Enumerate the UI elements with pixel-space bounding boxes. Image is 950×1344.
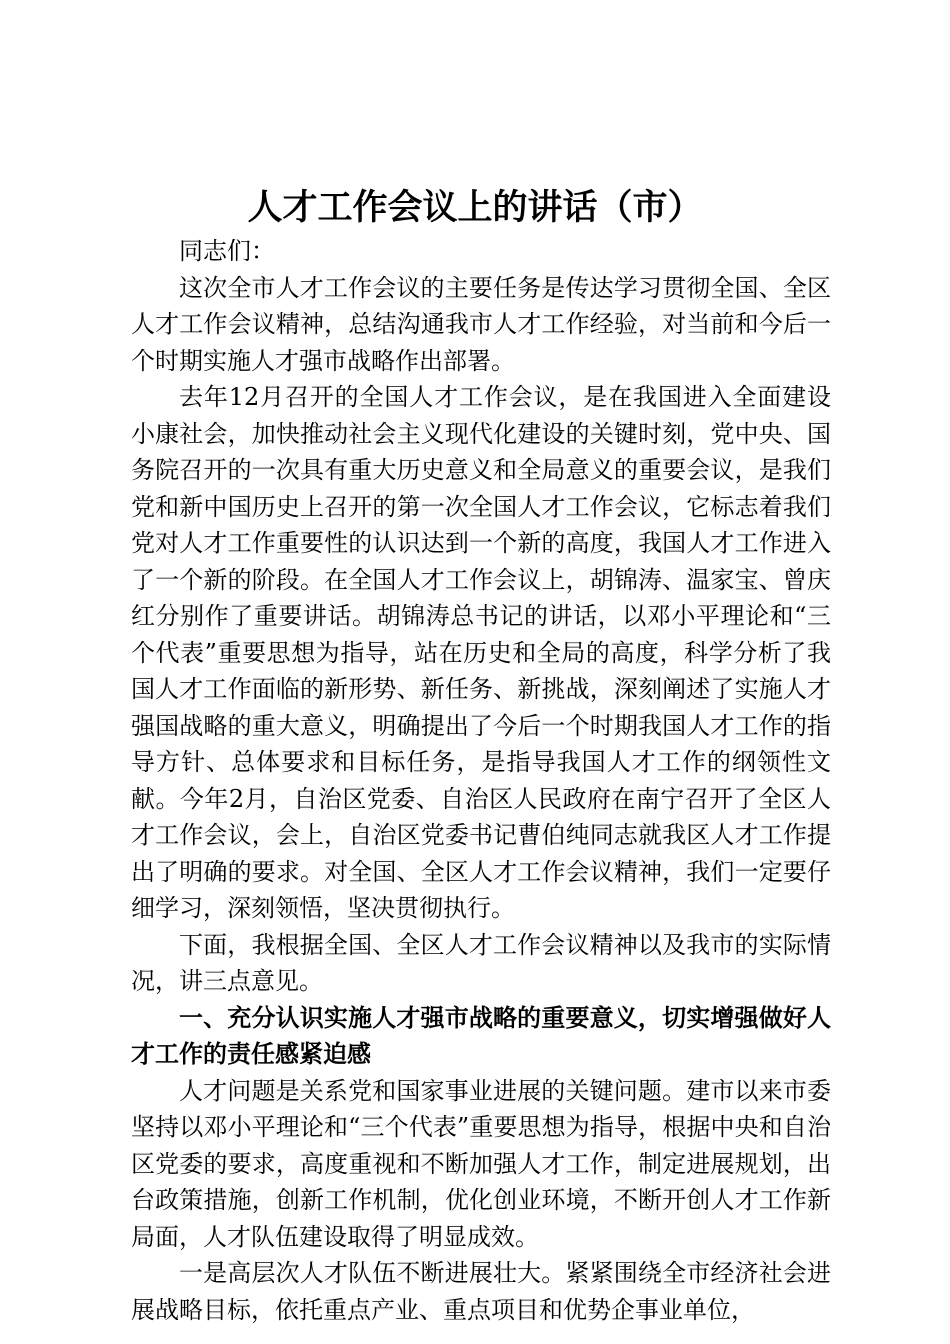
paragraph: 这次全市人才工作会议的主要任务是传达学习贯彻全国、全区人才工作会议精神，总结沟通我市人才工作经验，对当前和今后一个时期实施人才强市战略作出部署。	[131, 273, 831, 375]
paragraph: 人才问题是关系党和国家事业进展的关键问题。建市以来市委坚持以邓小平理论和“三个代表”重要思想为指导，根据中央和自治区党委的要求，高度重视和不断加强人才工作，制定进展规划，出台政策措施，创新工作机制，优化创业环境，不断开创人才工作新局面，人才队伍建设取得了明显成效。	[131, 1076, 831, 1251]
paragraph: 去年12月召开的全国人才工作会议，是在我国进入全面建设小康社会，加快推动社会主义现代化建设的关键时刻，党中央、国务院召开的一次具有重大历史意义和全局意义的重要会议，是我们党和新中国历史上召开的第一次全国人才工作会议，它标志着我们党对人才工作重要性的认识达到一个新的高度，我国人才工作进入了一个新的阶段。在全国人才工作会议上，胡锦涛、温家宝、曾庆红分别作了重要讲话。胡锦涛总书记的讲话，以邓小平理论和“三个代表”重要思想为指导，站在历史和全局的高度，科学分析了我国人才工作面临的新形势、新任务、新挑战，深刻阐述了实施人才强国战略的重大意义，明确提出了今后一个时期我国人才工作的指导方针、总体要求和目标任务，是指导我国人才工作的纲领性文献。今年2月，自治区党委、自治区人民政府在南宁召开了全区人才工作会议，会上，自治区党委书记曹伯纯同志就我区人才工作提出了明确的要求。对全国、全区人才工作会议精神，我们一定要仔细学习，深刻领悟，坚决贯彻执行。	[131, 383, 831, 922]
paragraph: 下面，我根据全国、全区人才工作会议精神以及我市的实际情况，讲三点意见。	[131, 930, 831, 995]
document-title: 人才工作会议上的讲话（市）	[247, 188, 703, 228]
salutation: 同志们：	[179, 237, 275, 265]
paragraph: 一是高层次人才队伍不断进展壮大。紧紧围绕全市经济社会进展战略目标，依托重点产业、重点项目和优势企事业单位，	[131, 1259, 831, 1324]
document-body	[131, 233, 831, 1328]
section-heading: 一、充分认识实施人才强市战略的重要意义，切实增强做好人才工作的责任感紧迫感	[131, 1003, 831, 1068]
